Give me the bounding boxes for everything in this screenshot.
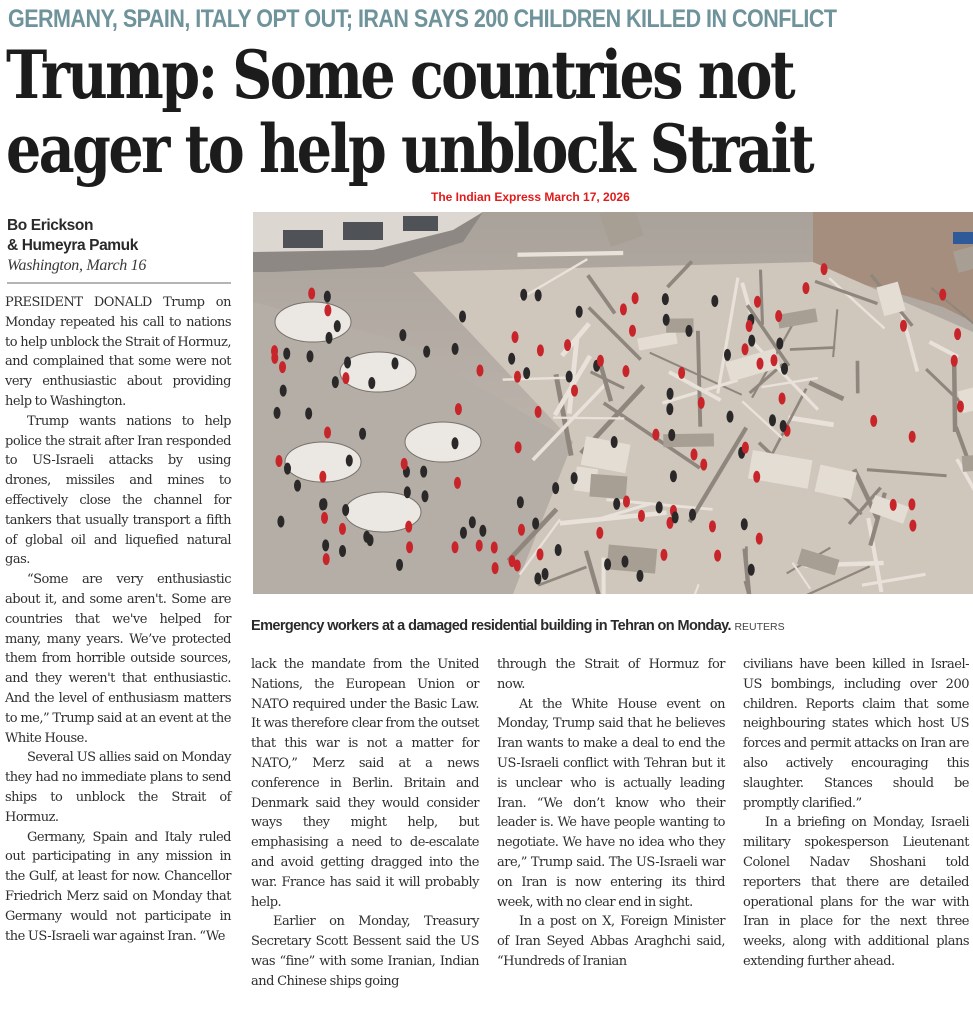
person — [691, 449, 698, 461]
building-window — [403, 216, 438, 231]
person — [727, 411, 734, 423]
person — [566, 371, 573, 383]
person — [284, 463, 291, 475]
debris-slab — [607, 545, 658, 574]
person — [274, 407, 281, 419]
person — [396, 559, 403, 571]
person — [454, 477, 461, 489]
article-column-2 — [251, 655, 479, 992]
person — [678, 367, 685, 379]
person — [770, 354, 777, 366]
person — [939, 289, 946, 301]
author-2: & Humeyra Pamuk — [7, 237, 138, 254]
person — [537, 344, 544, 356]
person — [672, 511, 679, 523]
person — [508, 353, 515, 365]
person — [781, 363, 788, 375]
person — [748, 335, 755, 347]
person — [714, 550, 721, 562]
person — [391, 357, 398, 369]
person — [271, 352, 278, 364]
person — [629, 325, 636, 337]
person — [405, 521, 412, 533]
person — [307, 350, 314, 362]
person — [775, 310, 782, 322]
person — [821, 263, 828, 275]
person — [324, 291, 331, 303]
person — [632, 292, 639, 304]
person — [741, 518, 748, 530]
person — [542, 568, 549, 580]
person — [532, 518, 539, 530]
person — [536, 548, 543, 560]
person — [611, 436, 618, 448]
person — [576, 306, 583, 318]
person — [319, 471, 326, 483]
person — [780, 420, 787, 432]
person — [509, 555, 516, 567]
paragraph: “Some are very enthusiastic about it, and some aren't. Some are countries that we've helped for many, many years. We’ve protected them from horrible outside sources, and they weren't that enthusiastic. And the level of enthusiasm matters to me,” Trump said at an event at the White House. — [5, 572, 231, 746]
article-column-1 — [5, 293, 231, 946]
person — [476, 540, 483, 552]
person — [638, 510, 645, 522]
article-column-3 — [497, 655, 725, 972]
person — [406, 541, 413, 553]
paragraph: At the White House event on Monday, Trump said that he believes Iran wants to make a deal to end the US-Israeli conflict with Tehran but it is unclear who is actually leading Iran. “We don’t know who their leader is. We have people wanting to negotiate. We have no idea who they are,” Trump said. The US-Israeli war on Iran is now entering its third week, with no clear end in sight. — [497, 696, 725, 910]
person — [459, 311, 466, 323]
person — [802, 282, 809, 294]
person — [668, 429, 675, 441]
person — [280, 385, 287, 397]
person — [954, 328, 961, 340]
person — [322, 539, 329, 551]
person — [479, 525, 486, 537]
photo-illustration — [253, 212, 973, 594]
person — [342, 372, 349, 384]
paragraph: Several US allies said on Monday they had no immediate plans to send ships to unblock the Strait of Hormuz. — [5, 750, 231, 825]
person — [460, 527, 467, 539]
byline-divider — [7, 282, 231, 284]
person — [951, 355, 958, 367]
paragraph: lack the mandate from the United Nations, the European Union or NATO required under the Basic Law. It was therefore clear from the outset that this war is not a matter for NATO,” Merz said at a news conference in Berlin. Britain and Denmark said they would consider ways they might help, but emphasising a need to de-escalate and avoid getting dragged into the war. France has said it will probably help. — [251, 657, 479, 910]
person — [670, 470, 677, 482]
person — [332, 376, 339, 388]
person — [535, 289, 542, 301]
person — [724, 349, 731, 361]
source-watermark: The Indian Express March 17, 2026 — [431, 190, 630, 204]
person — [621, 556, 628, 568]
person — [523, 367, 530, 379]
person — [455, 403, 462, 415]
building-window — [343, 222, 383, 240]
person — [909, 520, 916, 532]
person — [452, 541, 459, 553]
person — [320, 498, 327, 510]
paragraph: civilians have been killed in Israel-US bombings, including over 200 children. Reports claim that some neighbouring states which host US forces and permit attacks on Iran are also actively encouraging this slaughter. Stances should be promptly clarified.” — [743, 657, 969, 811]
paragraph: through the Strait of Hormuz for now. — [497, 657, 725, 692]
debris-slab — [589, 474, 627, 499]
blue-sign — [953, 232, 973, 244]
debris-beam — [760, 270, 762, 325]
person — [404, 486, 411, 498]
person — [492, 562, 499, 574]
person — [769, 414, 776, 426]
person — [476, 365, 483, 377]
person — [753, 471, 760, 483]
debris-beam — [698, 331, 700, 427]
person — [321, 512, 328, 524]
photo-caption — [251, 618, 785, 634]
person — [870, 415, 877, 427]
caption-text: Emergency workers at a damaged residential building in Tehran on Monday. — [251, 618, 731, 634]
person — [909, 431, 916, 443]
person — [339, 523, 346, 535]
person — [339, 545, 346, 557]
person — [420, 466, 427, 478]
person — [656, 501, 663, 513]
person — [900, 320, 907, 332]
person — [623, 495, 630, 507]
person — [552, 482, 559, 494]
person — [555, 544, 562, 556]
damaged-car — [340, 352, 416, 392]
person — [604, 558, 611, 570]
person — [698, 397, 705, 409]
paragraph: In a briefing on Monday, Israeli military spokesperson Lieutenant Colonel Nadav Shoshani told reporters that there are detailed operational plans for the war with Iran in place for the next three weeks, along with additional plans extending further ahead. — [743, 815, 969, 969]
headline-line-2: eager to help unblock Strait — [6, 110, 813, 188]
person — [279, 361, 286, 373]
person — [597, 355, 604, 367]
person — [401, 458, 408, 470]
kicker-strapline: GERMANY, SPAIN, ITALY OPT OUT; IRAN SAYS 200 CHILDREN KILLED IN CONFLICT — [8, 5, 837, 33]
person — [294, 480, 301, 492]
person — [666, 403, 673, 415]
person — [323, 553, 330, 565]
dateline: Washington, March 16 — [7, 257, 147, 274]
person — [620, 303, 627, 315]
person — [652, 429, 659, 441]
person — [334, 320, 341, 332]
person — [342, 504, 349, 516]
person — [423, 346, 430, 358]
person — [700, 459, 707, 471]
person — [571, 472, 578, 484]
byline — [7, 216, 232, 276]
person — [514, 371, 521, 383]
person — [613, 498, 620, 510]
person — [518, 524, 525, 536]
person — [636, 570, 643, 582]
person — [535, 406, 542, 418]
person — [491, 541, 498, 553]
person — [520, 289, 527, 301]
person — [452, 343, 459, 355]
person — [754, 296, 761, 308]
person — [512, 331, 519, 343]
person — [277, 516, 284, 528]
person — [368, 377, 375, 389]
news-photo-rubble — [253, 212, 973, 594]
building-window — [283, 230, 323, 248]
person — [326, 332, 333, 344]
photo-credit: REUTERS — [734, 621, 785, 633]
person — [742, 343, 749, 355]
headline — [6, 38, 930, 186]
paragraph: Earlier on Monday, Treasury Secretary Scott Bessent said the US was “fine” with some Iranian, Indian and Chinese ships going — [251, 914, 479, 989]
person — [622, 365, 629, 377]
paragraph: In a post on X, Foreign Minister of Iran Seyed Abbas Araghchi said, “Hundreds of Iranian — [497, 914, 725, 969]
paragraph: PRESIDENT DONALD Trump on Monday repeated his call to nations to help unblock the Strait of Hormuz, and complained that some were not very enthusiastic about providing help to Washington. — [5, 295, 231, 409]
person — [571, 385, 578, 397]
person — [685, 325, 692, 337]
person — [746, 320, 753, 332]
person — [757, 358, 764, 370]
person — [667, 388, 674, 400]
person — [748, 564, 755, 576]
person — [324, 427, 331, 439]
person — [564, 339, 571, 351]
damaged-car — [405, 422, 481, 462]
person — [776, 338, 783, 350]
debris-beam — [517, 253, 623, 255]
person — [367, 534, 374, 546]
person — [890, 499, 897, 511]
person — [276, 455, 283, 467]
person — [709, 520, 716, 532]
person — [305, 408, 312, 420]
person — [515, 441, 522, 453]
article-column-4 — [743, 655, 969, 972]
person — [324, 304, 331, 316]
person — [663, 314, 670, 326]
person — [421, 490, 428, 502]
person — [689, 509, 696, 521]
person — [283, 348, 290, 360]
person — [908, 498, 915, 510]
person — [451, 437, 458, 449]
person — [756, 533, 763, 545]
person — [660, 549, 667, 561]
person — [711, 295, 718, 307]
person — [308, 287, 315, 299]
person — [346, 455, 353, 467]
person — [742, 442, 749, 454]
person — [662, 293, 669, 305]
person — [957, 401, 964, 413]
debris-beam — [553, 418, 624, 419]
person — [534, 573, 541, 585]
person — [596, 527, 603, 539]
headline-line-1: Trump: Some countries not — [6, 36, 794, 114]
paragraph: Trump wants nations to help police the strait after Iran responded to US-Israeli attacks by using drones, missiles and mines to effectively close the channel for tankers that usually transport a fifth of global oil and liquefied natural gas. — [5, 413, 231, 568]
person — [359, 428, 366, 440]
person — [517, 496, 524, 508]
person — [399, 329, 406, 341]
author-1: Bo Erickson — [7, 217, 94, 234]
person — [779, 392, 786, 404]
paragraph: Germany, Spain and Italy ruled out participating in any mission in the Gulf, at least for now. Chancellor Friedrich Merz said on Monday that Germany would not participate in the US-Israeli war against Iran. “We — [5, 829, 231, 944]
person — [469, 516, 476, 528]
person — [344, 356, 351, 368]
